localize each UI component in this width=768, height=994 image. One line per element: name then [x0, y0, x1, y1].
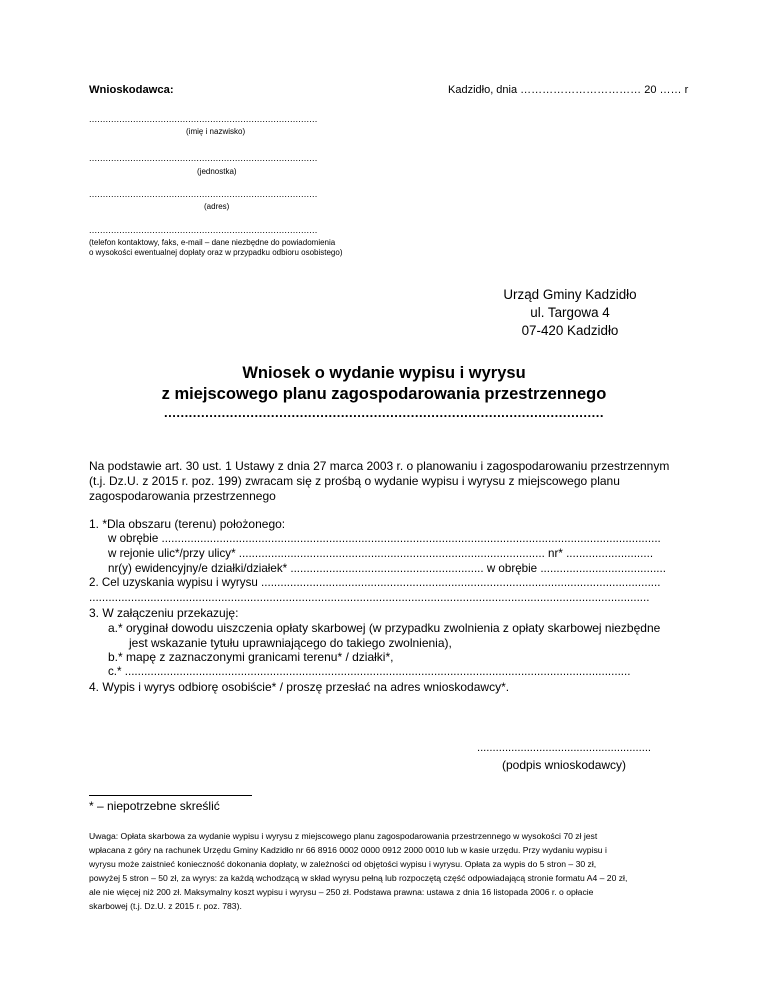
item-2-purpose-cont[interactable]: ..............................................................................................................................................................................	[89, 591, 650, 604]
address-field-caption: (adres)	[204, 202, 230, 211]
item-3b: b.* mapę z zaznaczonymi granicami terenu* / działki*,	[108, 650, 394, 664]
address-field-dots[interactable]: ...................................................................................	[89, 189, 318, 199]
footnote: * – niepotrzebne skreślić	[89, 799, 220, 813]
intro-line-2: (t.j. Dz.U. z 2015 r. poz. 199) zwracam się z prośbą o wydanie wypisu i wyrysu z miejscowego planu	[89, 474, 620, 488]
name-field-dots[interactable]: ...................................................................................	[89, 114, 318, 124]
name-field-caption: (imię i nazwisko)	[186, 127, 246, 136]
notice-line-4: powyżej 5 stron – 50 zł, za wyrys: za każdą wchodzącą w skład wyrysu pełną lub rozpoczętą część odpowiadającą stronie formatu A4 – 20 zł,	[89, 873, 628, 883]
contact-field-dots[interactable]: ...................................................................................	[89, 225, 318, 235]
place-date: Kadzidło, dnia …………………………… 20 …… r	[448, 84, 689, 96]
item-3a: a.* oryginał dowodu uiszczenia opłaty skarbowej (w przypadku zwolnienia z opłaty skarbowej niezbędne	[108, 621, 661, 635]
plan-name-dots[interactable]: ...........................................................................................................	[164, 405, 604, 420]
recipient-street: ul. Targowa 4	[530, 305, 610, 320]
recipient-postal: 07-420 Kadzidło	[521, 323, 619, 338]
form-subtitle: z miejscowego planu zagospodarowania przestrzennego	[161, 385, 607, 403]
notice-line-5: ale nie więcej niż 200 zł. Maksymalny koszt wypisu i wyrysu – 250 zł. Podstawa prawna: ustawa z dnia 16 listopada 2006 r. o opłacie	[89, 887, 594, 897]
item-4: 4. Wypis i wyrys odbiorę osobiście* / proszę przesłać na adres wnioskodawcy*.	[89, 680, 510, 694]
item-3a-cont: jest wskazanie tytułu uprawniającego do takiego zwolnienia),	[129, 636, 452, 650]
applicant-label: Wnioskodawca:	[89, 84, 174, 96]
intro-line-3: zagospodarowania przestrzennego	[89, 489, 276, 503]
item-1-precinct[interactable]: w obrębie ...........................................................................................................................................................	[108, 532, 661, 545]
notice-line-3: wyrysu może zaistnieć konieczność dokonania dopłaty, w zależności od objętości wypisu i wyrysu. Opłata za wypis do 5 stron – 30 zł,	[89, 859, 597, 869]
item-2-purpose[interactable]: 2. Cel uzyskania wypisu i wyrysu ............................................................................................................................	[89, 576, 661, 589]
signature-caption: (podpis wnioskodawcy)	[501, 758, 627, 772]
recipient-office: Urząd Gminy Kadzidło	[503, 287, 637, 302]
form-title: Wniosek o wydanie wypisu i wyrysu	[242, 364, 526, 382]
footnote-rule	[89, 795, 252, 796]
notice-line-2: wpłacana z góry na rachunek Urzędu Gminy Kadzidło nr 66 8916 0002 0000 0912 2000 0010 lub w kasie urzędu. Przy wydaniu wypisu i	[89, 845, 607, 855]
unit-field-dots[interactable]: ...................................................................................	[89, 153, 318, 163]
item-1-street[interactable]: w rejonie ulic*/przy ulicy* ............................................................................................... nr* ...........................	[108, 547, 654, 560]
item-1-heading: 1. *Dla obszaru (terenu) położonego:	[89, 517, 286, 531]
notice-line-6: skarbowej (t.j. Dz.U. z 2015 r. poz. 783).	[89, 901, 242, 911]
unit-field-caption: (jednostka)	[197, 167, 237, 176]
contact-field-caption-1: (telefon kontaktowy, faks, e-mail – dane niezbędne do powiadomienia	[89, 238, 336, 247]
intro-line-1: Na podstawie art. 30 ust. 1 Ustawy z dnia 27 marca 2003 r. o planowaniu i zagospodarowaniu przestrzennym	[89, 459, 670, 473]
notice-line-1: Uwaga: Opłata skarbowa za wydanie wypisu i wyrysu z miejscowego planu zagospodarowania przestrzennego w wysokości 70 zł jest	[89, 831, 598, 841]
item-1-parcel[interactable]: nr(y) ewidencyjny/e działki/działek* ............................................................ w obrębie .......................................	[108, 562, 666, 575]
contact-field-caption-2: o wysokości ewentualnej dopłaty oraz w przypadku odbioru osobistego)	[89, 248, 343, 257]
item-3c[interactable]: c.* .............................................................................................................................................................	[108, 665, 631, 678]
signature-dots[interactable]: ........................................................	[476, 742, 652, 754]
item-3-heading: 3. W załączeniu przekazuję:	[89, 606, 239, 620]
